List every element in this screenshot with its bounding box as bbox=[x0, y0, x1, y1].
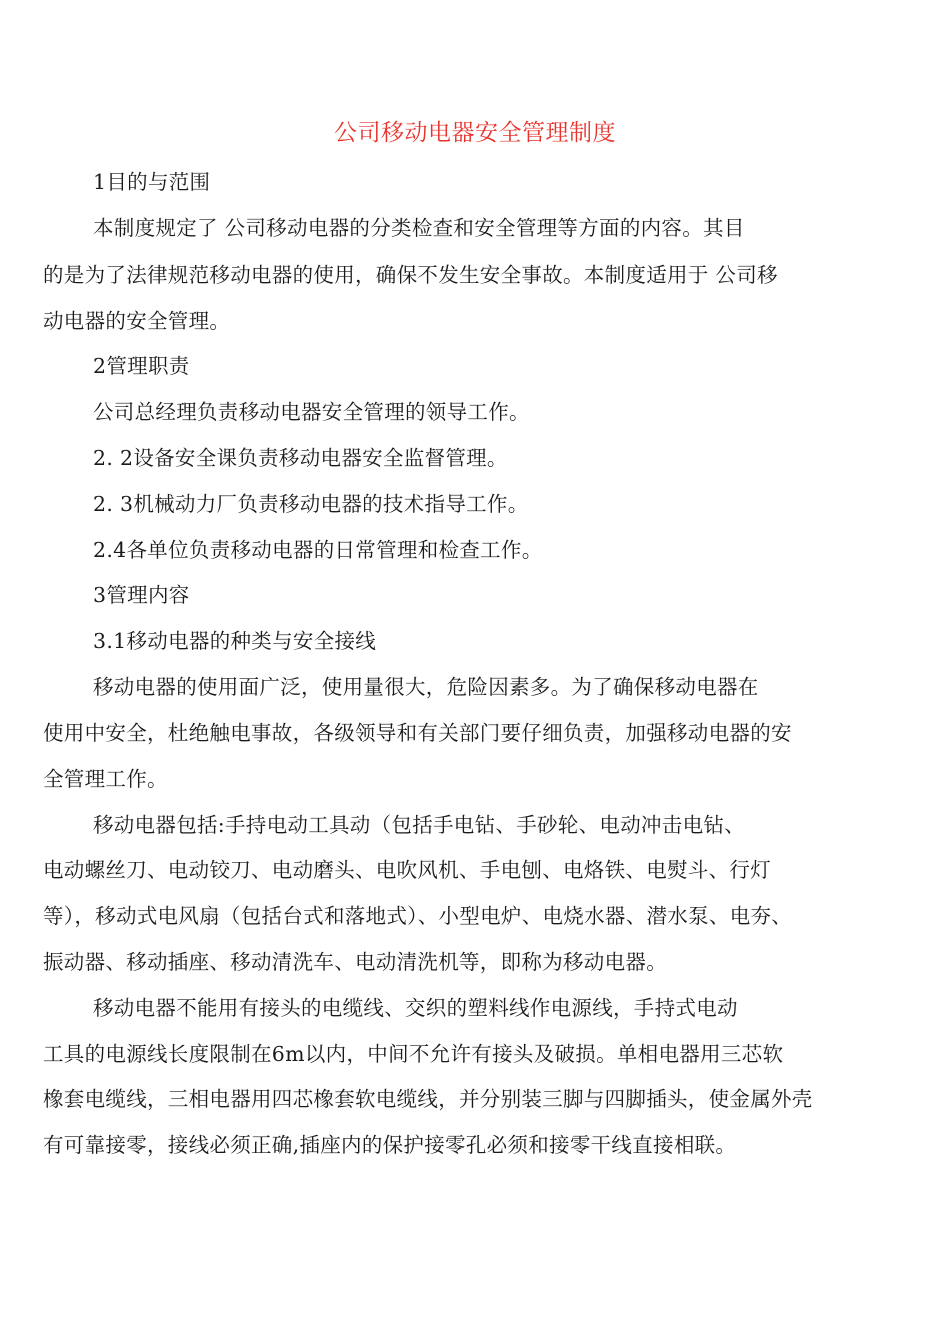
paragraph-line: 振动器、移动插座、移动清洗车、电动清洗机等，即称为移动电器。 bbox=[43, 950, 667, 974]
paragraph-line: 的是为了法律规范移动电器的使用，确保不发生安全事故。本制度适用于 公司移 bbox=[43, 263, 778, 287]
paragraph-line: 2.4各单位负责移动电器的日常管理和检查工作。 bbox=[93, 538, 543, 562]
paragraph-line: 等），移动式电风扇（包括台式和落地式）、小型电炉、电烧水器、潜水泵、电夯、 bbox=[43, 904, 793, 928]
paragraph-line: 公司总经理负责移动电器安全管理的领导工作。 bbox=[93, 400, 530, 424]
paragraph-line: 移动电器的使用面广泛，使用量很大，危险因素多。为了确保移动电器在 bbox=[93, 675, 759, 699]
paragraph-line: 电动螺丝刀、电动铰刀、电动磨头、电吹风机、手电刨、电烙铁、电熨斗、行灯 bbox=[43, 858, 771, 882]
paragraph-line: 本制度规定了 公司移动电器的分类检查和安全管理等方面的内容。其目 bbox=[93, 216, 745, 240]
section-heading-2: 2管理职责 bbox=[93, 354, 190, 378]
paragraph-line: 橡套电缆线，三相电器用四芯橡套软电缆线，并分别装三脚与四脚插头，使金属外壳 bbox=[43, 1087, 813, 1111]
paragraph-line: 全管理工作。 bbox=[43, 767, 168, 791]
document-title: 公司移动电器安全管理制度 bbox=[334, 120, 616, 146]
paragraph-line: 移动电器包括:手持电动工具动（包括手电钻、手砂轮、电动冲击电钻、 bbox=[93, 813, 746, 837]
paragraph-line: 使用中安全，杜绝触电事故，各级领导和有关部门要仔细负责，加强移动电器的安 bbox=[43, 721, 792, 745]
paragraph-line: 2. 2设备安全课负责移动电器安全监督管理。 bbox=[93, 446, 508, 470]
paragraph-line: 动电器的安全管理。 bbox=[43, 309, 231, 333]
paragraph-line: 2. 3机械动力厂负责移动电器的技术指导工作。 bbox=[93, 492, 529, 516]
paragraph-line: 移动电器不能用有接头的电缆线、交织的塑料线作电源线，手持式电动 bbox=[93, 996, 738, 1020]
section-heading-1: 1目的与范围 bbox=[93, 170, 211, 194]
subsection-heading: 3.1移动电器的种类与安全接线 bbox=[93, 629, 377, 653]
section-heading-3: 3管理内容 bbox=[93, 583, 190, 607]
paragraph-line: 工具的电源线长度限制在6m以内，中间不允许有接头及破损。单相电器用三芯软 bbox=[43, 1042, 784, 1066]
paragraph-line: 有可靠接零，接线必须正确,插座内的保护接零孔必须和接零干线直接相联。 bbox=[43, 1133, 737, 1157]
